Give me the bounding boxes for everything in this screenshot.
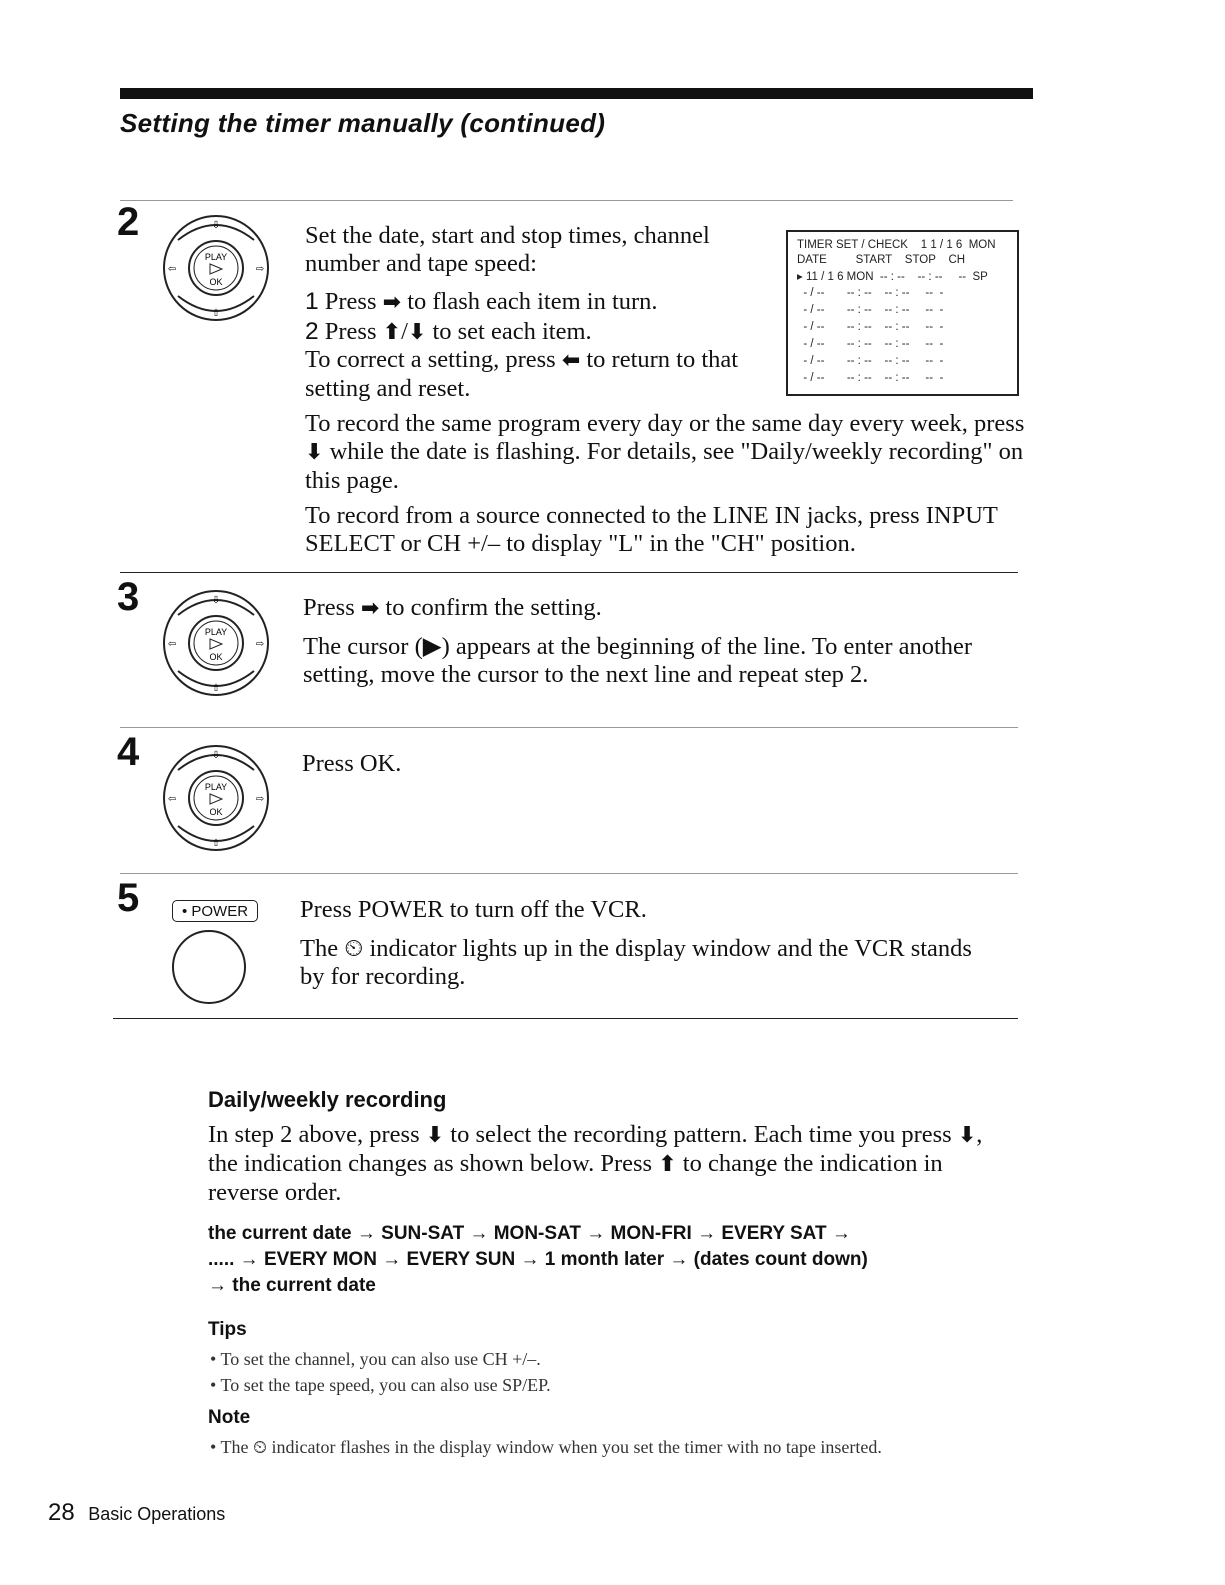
timer-row: - / -- -- : -- -- : -- -- - — [797, 355, 944, 367]
svg-text:OK: OK — [209, 807, 223, 817]
play-label: PLAY — [204, 252, 228, 262]
divider — [120, 873, 1018, 874]
divider — [113, 1018, 1018, 1019]
tips-heading: Tips — [208, 1319, 247, 1340]
step-number: 5 — [117, 876, 140, 920]
page-title: Setting the timer manually (continued) — [120, 108, 606, 138]
timer-row: - / -- -- : -- -- : -- -- - — [797, 304, 944, 316]
power-button-icon — [172, 930, 246, 1004]
svg-text:⇧: ⇧ — [211, 308, 221, 319]
page-number: 28 — [48, 1499, 75, 1526]
up-arrow-icon: ⬆ — [658, 1152, 677, 1177]
power-button-label: • POWER — [172, 900, 258, 922]
note-heading: Note — [208, 1407, 251, 1428]
svg-text:⇩: ⇩ — [211, 220, 221, 231]
svg-text:PLAY: PLAY — [204, 627, 228, 637]
step2-correct: To correct a setting, press ⬅ to return to that setting and reset. — [305, 346, 739, 402]
up-arrow-icon: ⬆ — [382, 320, 402, 345]
sub-number: 2 — [305, 318, 319, 345]
timer-indicator-icon: ⏲ — [252, 1437, 268, 1457]
svg-text:⇧: ⇧ — [211, 683, 221, 694]
timer-row: DATE START STOP CH — [797, 254, 966, 266]
timer-row: - / -- -- : -- -- : -- -- - — [797, 372, 944, 384]
remote-pad-icon — [158, 585, 278, 705]
down-arrow-icon: ⬇ — [957, 1123, 977, 1148]
svg-text:⇨: ⇨ — [255, 264, 265, 275]
step-number: 3 — [117, 575, 140, 619]
svg-text:PLAY: PLAY — [204, 782, 228, 792]
svg-text:⇨: ⇨ — [255, 794, 265, 805]
page-footer — [48, 1499, 225, 1527]
svg-text:⇩: ⇩ — [211, 750, 221, 761]
down-arrow-icon: ⬇ — [407, 320, 427, 345]
svg-text:⇦: ⇦ — [167, 794, 177, 805]
step-number: 4 — [117, 730, 140, 774]
timer-row: TIMER SET / CHECK 1 1 / 1 6 MON — [797, 239, 996, 251]
sequence-line: the current date → SUN-SAT → MON-SAT → MON-FRI → EVERY SAT → — [208, 1223, 851, 1244]
section-name: Basic Operations — [88, 1504, 226, 1524]
right-arrow-icon: ➡ — [382, 290, 402, 315]
ok-label: OK — [209, 277, 223, 287]
top-rule — [120, 88, 1033, 99]
svg-text:⇦: ⇦ — [167, 264, 177, 275]
daily-paragraph: In step 2 above, press ⬇ to select the recording pattern. Each time you press ⬇, the indication changes as shown below. Press ⬆ to change the indication in reverse order. — [208, 1121, 983, 1206]
section-heading: Daily/weekly recording — [208, 1087, 447, 1112]
timer-row: - / -- -- : -- -- : -- -- - — [797, 287, 944, 299]
step3-press: Press ➡ to confirm the setting. — [303, 594, 602, 621]
step4-text: Press OK. — [302, 750, 402, 777]
note-item: • The ⏲ indicator flashes in the display window when you set the timer with no tape inserted. — [210, 1437, 882, 1457]
svg-text:⇩: ⇩ — [211, 595, 221, 606]
step2-line-in: To record from a source connected to the LINE IN jacks, press INPUT SELECT or CH +/– to display "L" in the "CH" position. — [305, 502, 998, 557]
timer-indicator-icon: ⏲ — [344, 935, 364, 962]
timer-row: - / -- -- : -- -- : -- -- - — [797, 321, 944, 333]
right-arrow-icon: ➡ — [360, 596, 380, 621]
timer-screen — [786, 230, 1019, 396]
left-arrow-icon: ⬅ — [561, 348, 581, 373]
step5-text2: The ⏲ indicator lights up in the display window and the VCR stands by for recording. — [300, 935, 972, 990]
step2-intro: Set the date, start and stop times, channel number and tape speed: — [305, 222, 710, 277]
remote-pad-icon — [158, 210, 278, 330]
step-number: 2 — [117, 200, 140, 244]
divider — [120, 572, 1018, 573]
tip-item: • To set the channel, you can also use CH +/–. — [210, 1349, 541, 1369]
sequence-line: ..... → EVERY MON → EVERY SUN → 1 month later → (dates count down) — [208, 1249, 868, 1270]
divider — [120, 727, 1018, 728]
svg-text:⇧: ⇧ — [211, 838, 221, 849]
divider — [120, 200, 1013, 201]
sequence-line: → the current date — [208, 1275, 376, 1296]
remote-pad-icon — [158, 740, 278, 860]
svg-text:OK: OK — [209, 652, 223, 662]
step2-daily: To record the same program every day or the same day every week, press ⬇ while the date is flashing. For details, see "Daily/weekly recording" on this page. — [305, 410, 1025, 494]
timer-row: - / -- -- : -- -- : -- -- - — [797, 338, 944, 350]
step3-cursor: The cursor (▶) appears at the beginning of the line. To enter another setting, move the cursor to the next line and repeat step 2. — [303, 633, 973, 688]
step2-sub2: 2 Press ⬆/⬇ to set each item. — [305, 318, 592, 345]
svg-text:⇦: ⇦ — [167, 639, 177, 650]
svg-text:⇨: ⇨ — [255, 639, 265, 650]
sub-number: 1 — [305, 288, 319, 315]
tip-item: • To set the tape speed, you can also use SP/EP. — [210, 1375, 551, 1395]
timer-row: ▸ 11 / 1 6 MON -- : -- -- : -- -- SP — [797, 271, 988, 283]
down-arrow-icon: ⬇ — [425, 1123, 445, 1148]
down-arrow-icon: ⬇ — [305, 440, 324, 465]
step5-text1: Press POWER to turn off the VCR. — [300, 896, 647, 923]
step2-sub1: 1 Press ➡ to flash each item in turn. — [305, 288, 658, 315]
